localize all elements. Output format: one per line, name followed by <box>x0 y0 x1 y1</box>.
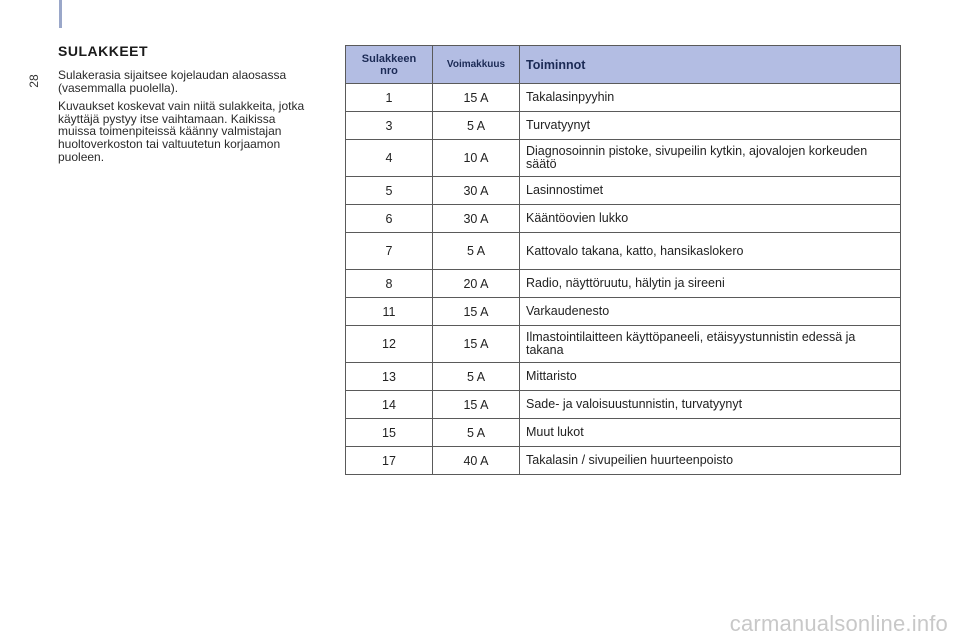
fuse-function: Mittaristo <box>520 363 901 391</box>
fuse-number: 13 <box>346 363 433 391</box>
table-row <box>346 177 901 205</box>
table-row <box>346 205 901 233</box>
fuse-table <box>345 45 901 475</box>
fuse-number: 4 <box>346 140 433 177</box>
fuse-amperage: 30 A <box>433 205 520 233</box>
fuse-number: 5 <box>346 177 433 205</box>
fuse-function: Turvatyynyt <box>520 112 901 140</box>
table-row <box>346 84 901 112</box>
header-amperage: Voimakkuus <box>433 46 520 84</box>
intro-text <box>58 69 313 169</box>
header-function: Toiminnot <box>520 46 901 84</box>
fuse-number: 11 <box>346 298 433 326</box>
table-row <box>346 419 901 447</box>
fuse-number: 14 <box>346 391 433 419</box>
watermark: carmanualsonline.info <box>729 611 948 636</box>
intro-paragraph-location: Sulakerasia sijaitsee kojelaudan alaosassa (vasemmalla puolella). <box>58 68 287 95</box>
fuse-amperage: 15 A <box>433 391 520 419</box>
header-fuse-number-line1: Sulakkeen <box>361 52 417 65</box>
fuse-number: 8 <box>346 270 433 298</box>
fuse-amperage: 15 A <box>433 84 520 112</box>
section-title: SULAKKEET <box>58 43 149 59</box>
fuse-amperage: 10 A <box>433 140 520 177</box>
fuse-amperage: 40 A <box>433 447 520 475</box>
fuse-function: Takalasinpyyhin <box>520 84 901 112</box>
fuse-function: Sade- ja valoisuustunnistin, turvatyynyt <box>520 391 901 419</box>
fuse-number: 3 <box>346 112 433 140</box>
fuse-amperage: 5 A <box>433 233 520 270</box>
table-row <box>346 298 901 326</box>
fuse-number: 1 <box>346 84 433 112</box>
fuse-amperage: 15 A <box>433 298 520 326</box>
table-row <box>346 391 901 419</box>
fuse-function: Kattovalo takana, katto, hansikaslokero <box>520 233 901 270</box>
fuse-function: Lasinnostimet <box>520 177 901 205</box>
fuse-function: Ilmastointilaitteen käyttöpaneeli, etäisyystunnistin edessä ja takana <box>520 326 901 363</box>
fuse-table-header-row <box>346 46 901 84</box>
table-row <box>346 326 901 363</box>
fuse-function: Diagnosoinnin pistoke, sivupeilin kytkin, ajovalojen korkeuden säätö <box>520 140 901 177</box>
table-row <box>346 233 901 270</box>
table-row <box>346 112 901 140</box>
fuse-number: 6 <box>346 205 433 233</box>
margin-rule <box>59 0 62 28</box>
fuse-function: Kääntöovien lukko <box>520 205 901 233</box>
fuse-function: Takalasin / sivupeilien huurteenpoisto <box>520 447 901 475</box>
fuse-number: 12 <box>346 326 433 363</box>
fuse-number: 7 <box>346 233 433 270</box>
table-row <box>346 447 901 475</box>
fuse-number: 15 <box>346 419 433 447</box>
fuse-amperage: 5 A <box>433 112 520 140</box>
header-fuse-number <box>346 46 433 84</box>
header-fuse-number-line2: nro <box>380 64 398 77</box>
fuse-number: 17 <box>346 447 433 475</box>
page-number: 28 <box>27 74 41 88</box>
table-row <box>346 363 901 391</box>
table-row <box>346 140 901 177</box>
fuse-function: Muut lukot <box>520 419 901 447</box>
fuse-amperage: 5 A <box>433 363 520 391</box>
intro-paragraph-service: Kuvaukset koskevat vain niitä sulakkeita, jotka käyttäjä pystyy itse vaihtamaan. Kaikissa muissa toimenpiteissä käänny valmistajan huoltoverkoston tai valtuutetun korjaamon puoleen. <box>58 99 305 164</box>
fuse-function: Varkaudenesto <box>520 298 901 326</box>
fuse-function: Radio, näyttöruutu, hälytin ja sireeni <box>520 270 901 298</box>
fuse-amperage: 15 A <box>433 326 520 363</box>
table-row <box>346 270 901 298</box>
fuse-amperage: 30 A <box>433 177 520 205</box>
fuse-amperage: 20 A <box>433 270 520 298</box>
fuse-amperage: 5 A <box>433 419 520 447</box>
